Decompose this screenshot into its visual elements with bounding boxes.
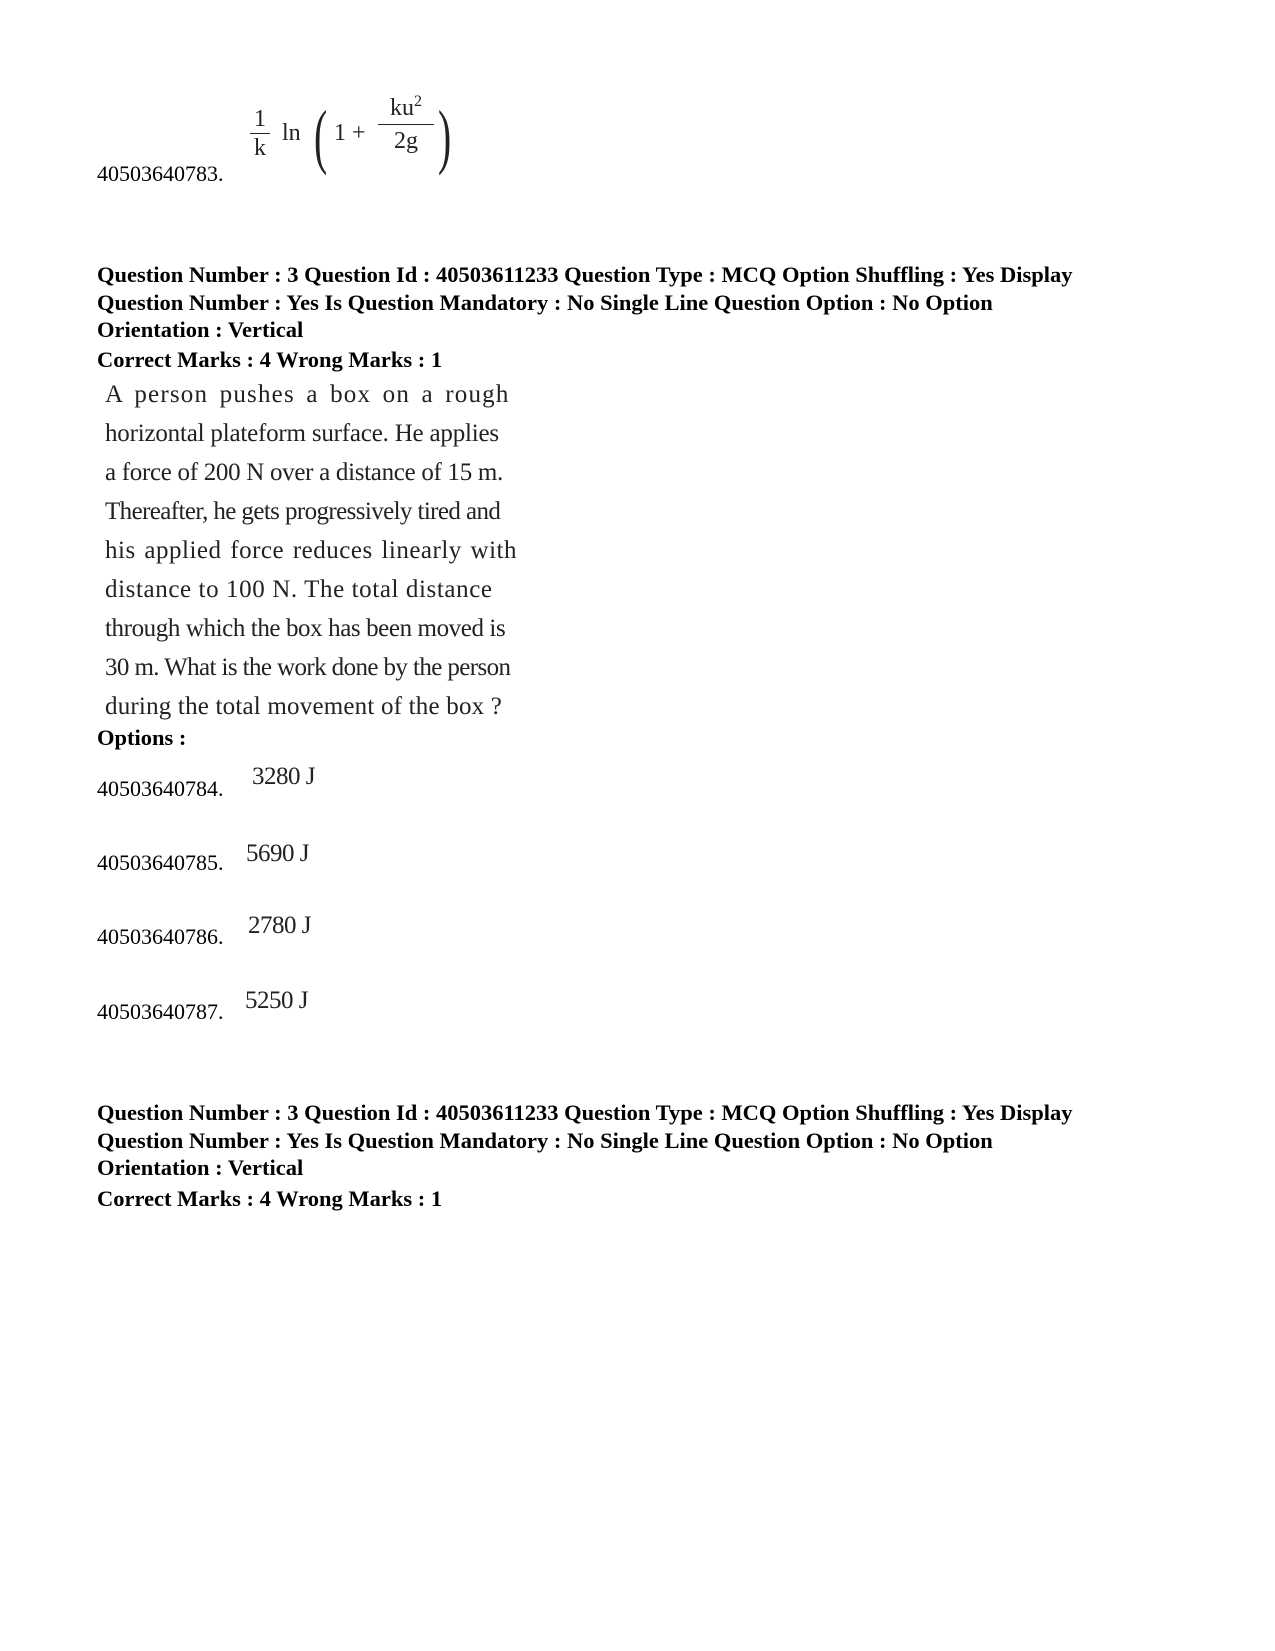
question-1-text — [105, 375, 585, 726]
option-value: 5250 J — [245, 987, 308, 1014]
question-1-text-line: horizontal plateform surface. He applies — [105, 420, 499, 447]
formula-image — [248, 92, 458, 182]
formula-inner-num: ku — [390, 95, 414, 121]
option-id: 40503640784. — [97, 776, 224, 801]
question-2-meta-line-1: Question Number : 3 Question Id : 40503611233 Question Type : MCQ Option Shuffling : Yes Display — [97, 1100, 1073, 1125]
question-2-meta-line-2: Question Number : Yes Is Question Mandatory : No Single Line Question Option : No Option — [97, 1127, 993, 1153]
options-label: Options : — [97, 725, 187, 750]
question-1-text-line: distance to 100 N. The total distance — [105, 576, 493, 603]
formula-inner-bar — [378, 124, 434, 125]
formula-close-paren: ) — [438, 96, 452, 176]
question-1-text-line: Thereafter, he gets progressively tired and — [105, 498, 501, 525]
option-value: 3280 J — [252, 763, 315, 790]
question-1-meta-line-2: Question Number : Yes Is Question Mandatory : No Single Line Question Option : No Option — [97, 289, 993, 315]
formula-fraction-bar — [250, 133, 270, 134]
formula-inner-exp: 2 — [414, 93, 422, 110]
question-1-marks: Correct Marks : 4 Wrong Marks : 1 — [97, 347, 443, 372]
question-1-text-line: through which the box has been moved is — [105, 615, 506, 642]
question-1-text-line: 30 m. What is the work done by the person — [105, 654, 511, 681]
option-value: 5690 J — [246, 840, 309, 867]
option-id: 40503640787. — [97, 999, 224, 1024]
question-1-meta-line-3: Orientation : Vertical — [97, 317, 304, 342]
option-id: 40503640785. — [97, 850, 224, 875]
formula-ln: ln — [282, 120, 301, 146]
question-2-meta — [97, 1099, 1217, 1182]
question-2-meta-line-3: Orientation : Vertical — [97, 1155, 304, 1180]
formula-inner-den: 2g — [394, 128, 418, 154]
question-1-text-line: A person pushes a box on a rough — [105, 381, 510, 408]
question-1-text-line: during the total movement of the box ? — [105, 693, 503, 720]
question-1-text-line: his applied force reduces linearly with — [105, 537, 517, 564]
option-id: 40503640786. — [97, 924, 224, 949]
formula-coef-den: k — [254, 135, 266, 161]
option-value: 2780 J — [248, 912, 311, 939]
formula-one-plus: 1 + — [334, 120, 366, 146]
prev-option-id: 40503640783. — [97, 161, 224, 186]
question-1-meta — [97, 261, 1217, 344]
question-1-text-line: a force of 200 N over a distance of 15 m. — [105, 459, 503, 486]
formula-open-paren: ( — [314, 96, 328, 176]
question-1-meta-line-1: Question Number : 3 Question Id : 40503611233 Question Type : MCQ Option Shuffling : Yes Display — [97, 262, 1073, 287]
formula-coef-num: 1 — [254, 106, 266, 132]
question-2-marks: Correct Marks : 4 Wrong Marks : 1 — [97, 1186, 443, 1211]
